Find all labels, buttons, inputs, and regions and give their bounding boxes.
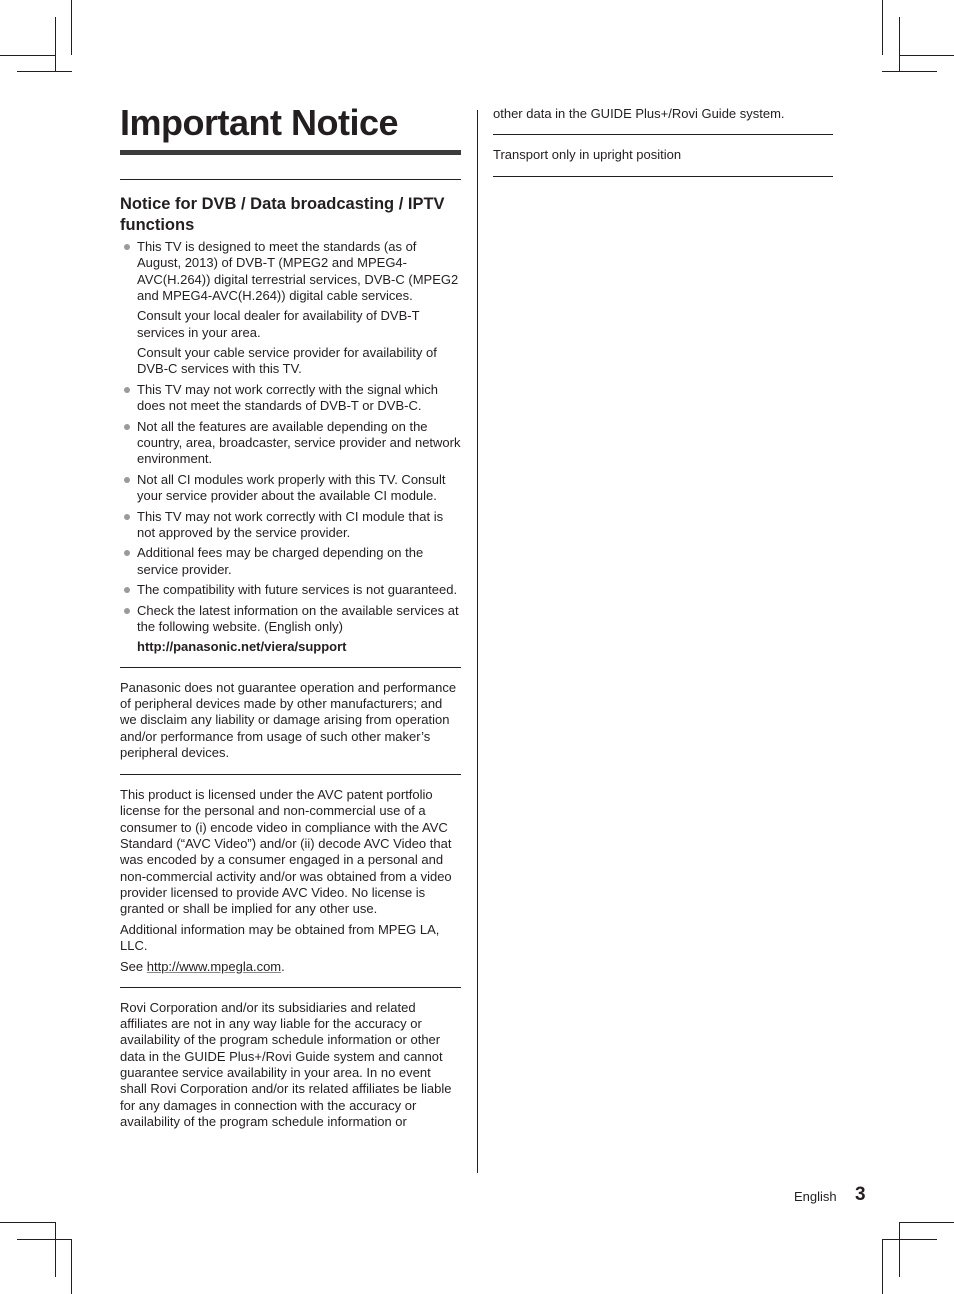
footer-language: English	[794, 1189, 837, 1204]
right-column	[493, 106, 833, 177]
section-divider	[493, 134, 833, 135]
list-item: Not all CI modules work properly with this TV. Consult your service provider about the available CI module.	[120, 472, 461, 505]
crop-mark	[882, 1239, 883, 1294]
crop-mark	[0, 55, 55, 56]
crop-mark	[899, 1222, 954, 1223]
section-divider	[120, 987, 461, 988]
crop-mark	[17, 1239, 72, 1240]
left-column	[120, 100, 461, 1130]
rovi-notice-part-2: other data in the GUIDE Plus+/Rovi Guide system.	[493, 106, 785, 121]
crop-mark	[899, 55, 954, 56]
crop-mark	[882, 1239, 937, 1240]
list-item-note: Consult your cable service provider for availability of DVB-C services with this TV.	[137, 345, 437, 377]
support-url: http://panasonic.net/viera/support	[137, 639, 347, 655]
crop-mark	[882, 0, 883, 55]
list-item: Not all the features are available depending on the country, area, broadcaster, service provider and network environment.	[120, 419, 461, 468]
dvb-notice-list	[120, 239, 461, 656]
list-item: This TV is designed to meet the standards (as of August, 2013) of DVB-T (MPEG2 and MPEG4-AVC(H.264)) digital terrestrial services, DVB-C (MPEG2 and MPEG4-AVC(H.264)) digital cable services.	[120, 239, 461, 304]
section-divider	[120, 667, 461, 668]
mpegla-link[interactable]: http://www.mpegla.com	[146, 958, 282, 974]
list-item: This TV may not work correctly with CI module that is not approved by the service provider.	[120, 509, 461, 542]
see-suffix: .	[281, 958, 285, 974]
column-divider	[477, 110, 478, 1173]
avc-additional-info: Additional information may be obtained from MPEG LA, LLC.	[120, 921, 440, 954]
section-divider	[493, 176, 833, 177]
section-divider	[120, 774, 461, 775]
section-divider	[120, 179, 461, 180]
rovi-notice-part-1: Rovi Corporation and/or its subsidiaries and related affiliates are not in any way liable for the accuracy or availability of the program schedule information or other data in the GUIDE Plus+/Rovi Guide system and cannot guarantee service availability in your area. In no event shall Rovi Corporation and/or its related affiliates be liable for any damages in connection with the accuracy or availability of the program schedule information or	[120, 999, 452, 1129]
crop-mark	[882, 71, 937, 72]
list-item: The compatibility with future services is not guaranteed.	[120, 582, 461, 598]
page-title: Important Notice	[120, 102, 399, 143]
crop-mark	[17, 71, 72, 72]
peripheral-notice: Panasonic does not guarantee operation and performance of peripheral devices made by other manufacturers; and we disclaim any liability or damage arising from operation and/or performance from usage of such other maker’s peripheral devices.	[120, 679, 457, 760]
list-item: Additional fees may be charged depending on the service provider.	[120, 545, 461, 578]
crop-mark	[55, 17, 56, 72]
crop-mark	[71, 0, 72, 55]
list-item-note: Consult your local dealer for availability of DVB-T services in your area.	[137, 308, 420, 340]
page-number: 3	[855, 1184, 866, 1205]
crop-mark	[899, 1222, 900, 1277]
title-rule	[120, 150, 461, 155]
crop-mark	[899, 17, 900, 72]
avc-see-line	[120, 959, 461, 975]
crop-mark	[0, 1222, 55, 1223]
crop-mark	[55, 1222, 56, 1277]
list-item: This TV may not work correctly with the signal which does not meet the standards of DVB-T or DVB-C.	[120, 382, 461, 415]
dvb-section-heading: Notice for DVB / Data broadcasting / IPTV functions	[120, 195, 445, 234]
see-prefix: See	[120, 958, 147, 974]
avc-license-text: This product is licensed under the AVC patent portfolio license for the personal and non-commercial use of a consumer to (i) encode video in compliance with the AVC Standard (“AVC Video”) and/or (ii) decode AVC Video that was encoded by a consumer engaged in a personal and non-commercial activity and/or was obtained from a video provider licensed to provide AVC Video. No license is granted or shall be implied for any other use.	[120, 787, 452, 917]
crop-mark	[71, 1239, 72, 1294]
transport-notice: Transport only in upright position	[493, 147, 682, 163]
list-item: Check the latest information on the available services at the following website. (English only)	[120, 603, 461, 636]
